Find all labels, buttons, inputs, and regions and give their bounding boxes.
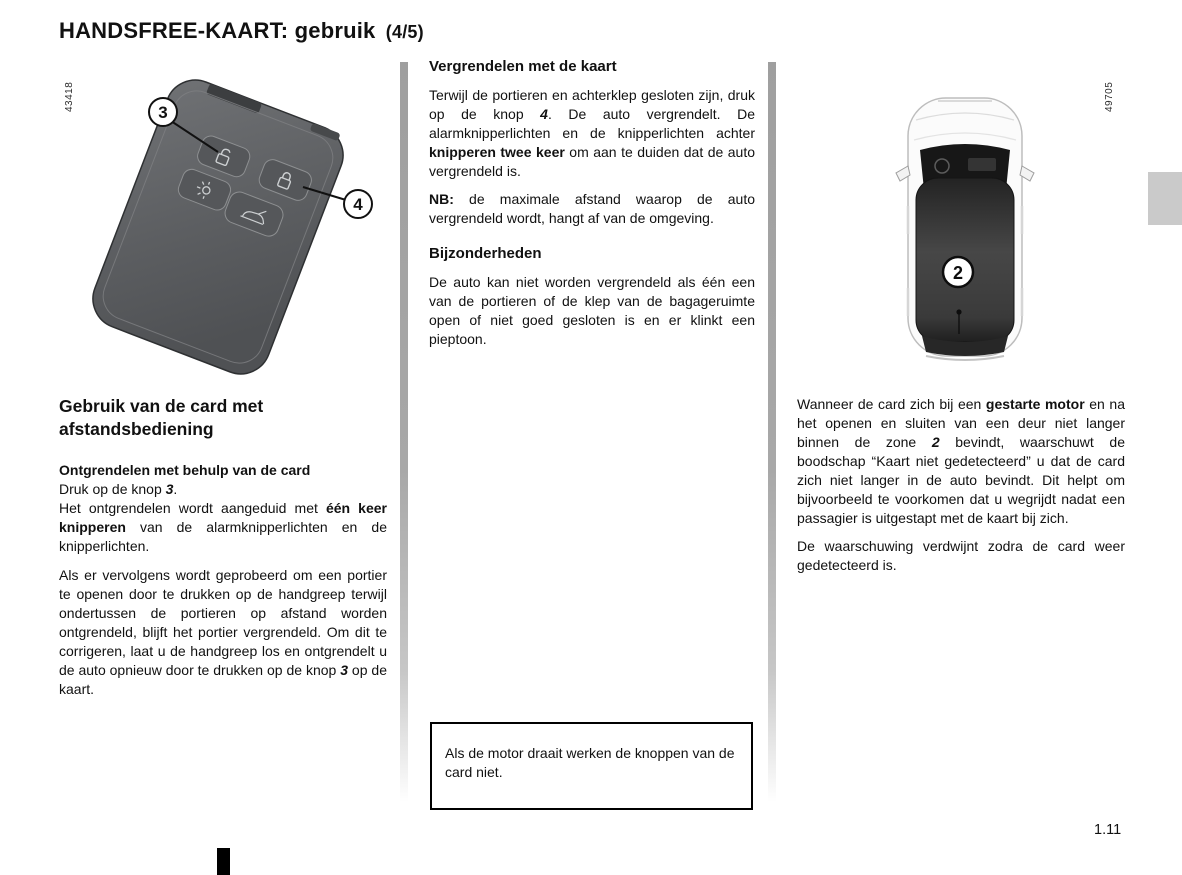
paragraph-press-knop3: Druk op de knop 3.	[59, 481, 178, 497]
page-title	[59, 18, 424, 44]
column-divider-left	[400, 62, 408, 802]
keycard-figure	[55, 58, 400, 383]
paragraph-warning-clears: De waarschuwing verdwijnt zodra de card weer gedetecteerd is.	[797, 538, 1125, 573]
special-heading: Bijzonderheden	[429, 245, 542, 262]
keycard-body	[84, 71, 352, 382]
left-heading: Gebruik van de card met afstandsbediening	[59, 396, 264, 439]
car-topview-figure	[860, 60, 1140, 380]
paragraph-nb: NB: de maximale afstand waarop de auto vergrendeld wordt, hangt af van de omgeving.	[429, 191, 755, 226]
left-column	[59, 395, 387, 708]
callout-4-label: 4	[353, 195, 363, 214]
right-column	[797, 395, 1125, 584]
figure-ref-card: 43418	[64, 81, 75, 112]
paragraph-relock-retry: Als er vervolgens wordt geprobeerd om een portier te openen door te drukken op de handgreep terwijl ondertussen de portieren op afstand worden ontgrendeld, blijft het portier vergrendeld. Om dit te corrigeren, laat u de handgreep los en ontgrendelt u de auto opnieuw door te drukken op de knop 3 op de kaart.	[59, 567, 387, 697]
paragraph-lock: Terwijl de portieren en achterklep gesloten zijn, druk op de knop 4. De auto vergrendelt. De alarmknipperlichten en de knipperlichten achter knipperen twee keer om aan te duiden dat de auto vergrendeld is.	[429, 87, 756, 179]
lock-heading: Vergrendelen met de kaart	[429, 58, 617, 75]
paragraph-special: De auto kan niet worden vergrendeld als één een van de portieren of de klep van de bagageruimte open of niet goed gesloten is en er klinkt een pieptoon.	[429, 274, 755, 347]
page-number: 1.11	[1094, 822, 1122, 838]
page-title-suffix: (4/5)	[385, 22, 424, 42]
note-box-text: Als de motor draait werken de knoppen van de card niet.	[445, 745, 735, 780]
unlock-subheading: Ontgrendelen met behulp van de card	[59, 462, 311, 478]
callout-2	[943, 257, 973, 287]
page-title-main: HANDSFREE-KAART: gebruik	[59, 18, 376, 43]
figure-ref-car: 49705	[1104, 81, 1115, 112]
callout-2-label: 2	[952, 263, 964, 283]
column-divider-right	[768, 62, 776, 802]
print-registration-mark	[217, 848, 230, 875]
paragraph-unlock-indication: Het ontgrendelen wordt aangeduid met één keer knipperen van de alarmknipperlichten en de knipperlichten.	[59, 500, 387, 554]
chapter-edge-tab	[1148, 172, 1182, 225]
callout-3-label: 3	[158, 103, 168, 122]
middle-column	[429, 57, 755, 358]
note-box	[430, 722, 753, 810]
paragraph-card-warning: Wanneer de card zich bij een gestarte motor en na het openen en sluiten van een deur niet langer binnen de zone 2 bevindt, waarschuwt de boodschap “Kaart niet gedetecteerd” u dat de card zich niet langer in de auto bevindt. Dit helpt om bijvoorbeeld te voorkomen dat u wegrijdt nadat een passagier is uitgestapt met de kaart bij zich.	[797, 396, 1125, 526]
